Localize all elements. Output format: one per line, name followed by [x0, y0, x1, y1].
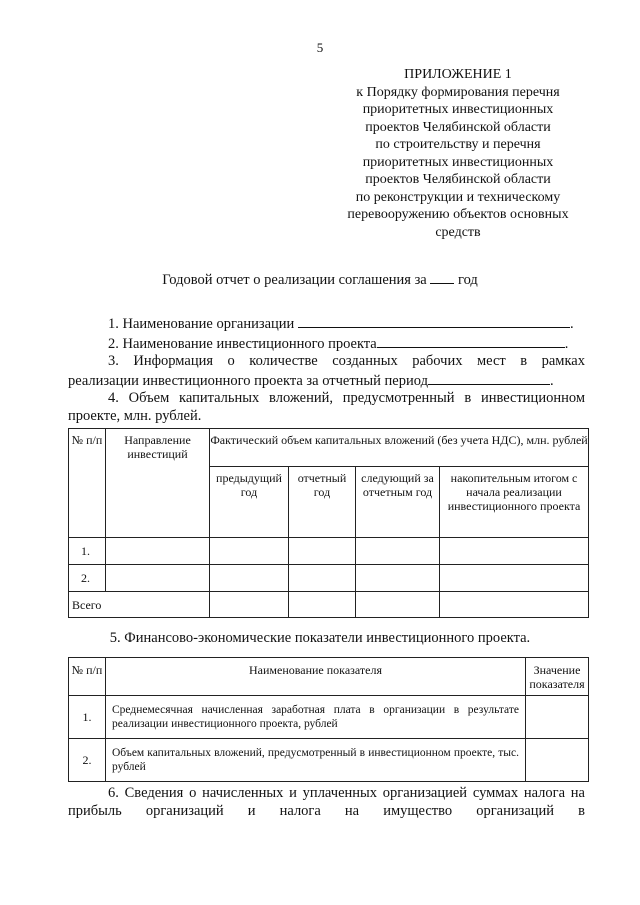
- section6: [68, 785, 585, 820]
- year-blank-field[interactable]: [430, 270, 454, 284]
- appendix-line: проектов Челябинской области: [365, 119, 551, 135]
- table-row: [69, 538, 589, 565]
- row-number: 1.: [69, 538, 106, 565]
- total-label: Всего: [69, 592, 210, 618]
- section6-line1: 6. Сведения о начисленных и уплаченных организацией суммах налога на: [108, 785, 585, 801]
- appendix-line: приоритетных инвестиционных: [362, 154, 554, 170]
- appendix-line: по строительству и перечня: [375, 137, 541, 152]
- table-total-row: [69, 592, 589, 618]
- appendix-line: ПРИЛОЖЕНИЕ 1: [404, 67, 512, 82]
- table-cell[interactable]: [356, 565, 440, 592]
- item-capital-line1: 4. Объем капитальных вложений, предусмотренный в инвестиционном: [108, 390, 585, 406]
- col-indicator-header: Наименование показателя: [106, 658, 526, 696]
- report-title: [0, 270, 640, 289]
- indicators-table: [68, 657, 589, 782]
- item-jobs-line1: 3. Информация о количестве созданных рабочих мест в рамках: [108, 353, 585, 369]
- table-cell[interactable]: [440, 565, 589, 592]
- appendix-line: перевооружению объектов основных: [347, 207, 569, 222]
- indicator-value-cell[interactable]: [526, 696, 589, 739]
- report-items: [68, 314, 585, 425]
- item-jobs-line2: реализации инвестиционного проекта за отчетный период .: [68, 372, 554, 389]
- appendix-line: проектов Челябинской области: [365, 172, 551, 187]
- col-cumulative-header: накопительным итогом с начала реализации инвестиционного проекта: [440, 467, 589, 538]
- appendix-line: приоритетных инвестиционных: [362, 102, 554, 117]
- table-cell[interactable]: [210, 538, 289, 565]
- item-capital-line2: проекте, млн. рублей.: [68, 407, 202, 424]
- indicator-value-cell[interactable]: [526, 739, 589, 782]
- table-cell[interactable]: [106, 565, 210, 592]
- table-cell[interactable]: [356, 538, 440, 565]
- col-actual-header: Фактический объем капитальных вложений (без учета НДС), млн. рублей: [210, 429, 589, 467]
- item-organization: 1. Наименование организации .: [108, 316, 574, 332]
- col-value-header: Значение показателя: [526, 658, 589, 696]
- col-direction-header: Направление инвестиций: [106, 429, 210, 538]
- col-number-header: № п/п: [69, 658, 106, 696]
- report-title-year: год: [458, 272, 478, 288]
- appendix-line: к Порядку формирования перечня: [356, 84, 560, 100]
- section6-line2: прибыль организаций и налога на имущество организаций в: [68, 802, 585, 819]
- appendix-header: [333, 66, 583, 241]
- appendix-line: по реконструкции и техническому: [355, 189, 561, 205]
- report-title-text: Годовой отчет о реализации соглашения за: [162, 272, 427, 288]
- col-previous-year-header: предыдущий год: [210, 467, 289, 538]
- table-cell[interactable]: [289, 538, 356, 565]
- table-cell[interactable]: [289, 592, 356, 618]
- table-row: [69, 565, 589, 592]
- item-project-name: 2. Наименование инвестиционного проекта .: [108, 335, 569, 352]
- col-number-header: № п/п: [69, 429, 106, 538]
- table-cell[interactable]: [440, 538, 589, 565]
- table-cell[interactable]: [356, 592, 440, 618]
- capital-investments-table: [68, 428, 589, 618]
- col-next-year-header: следующий за отчетным год: [356, 467, 440, 538]
- table-cell[interactable]: [106, 538, 210, 565]
- row-number: 1.: [69, 696, 106, 739]
- jobs-blank-field[interactable]: [428, 371, 550, 385]
- indicator-name: Объем капитальных вложений, предусмотренный в инвестиционном проекте, тыс. рублей: [106, 739, 526, 782]
- section5-title: 5. Финансово-экономические показатели инвестиционного проекта.: [109, 630, 531, 646]
- col-reporting-year-header: отчетный год: [289, 467, 356, 538]
- organization-blank-field[interactable]: [298, 314, 570, 328]
- table-row: [69, 696, 589, 739]
- row-number: 2.: [69, 739, 106, 782]
- table-row: [69, 739, 589, 782]
- table-cell[interactable]: [440, 592, 589, 618]
- table-cell[interactable]: [210, 592, 289, 618]
- table-cell[interactable]: [289, 565, 356, 592]
- row-number: 2.: [69, 565, 106, 592]
- table-cell[interactable]: [210, 565, 289, 592]
- page-number: 5: [316, 40, 324, 55]
- indicator-name: Среднемесячная начисленная заработная плата в организации в результате реализации инвестиционного проекта, рублей: [106, 696, 526, 739]
- project-name-blank-field[interactable]: [377, 334, 565, 348]
- appendix-line: средств: [435, 224, 481, 240]
